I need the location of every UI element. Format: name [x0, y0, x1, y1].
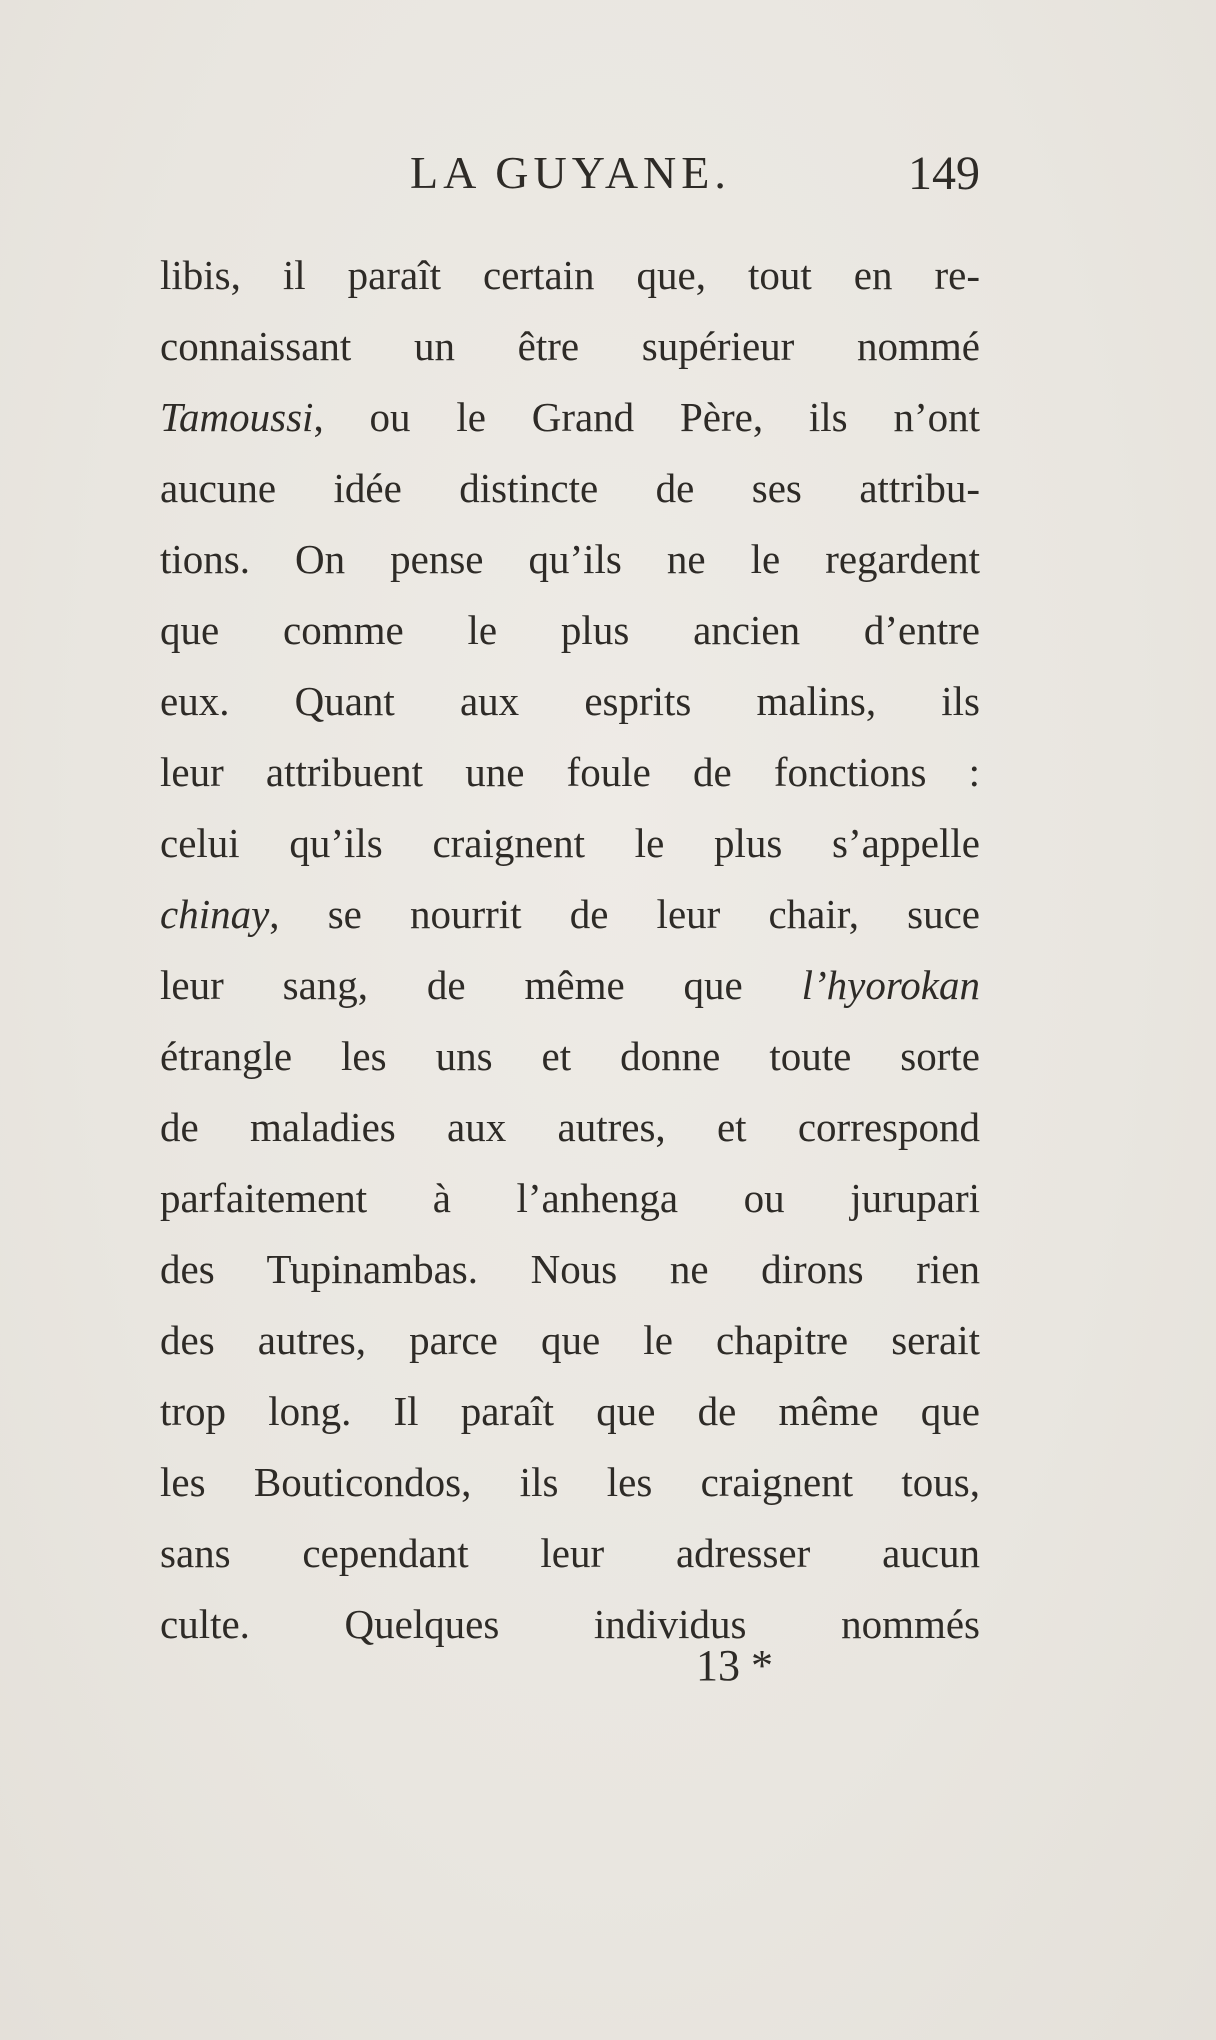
text-line [160, 808, 980, 879]
text-line [160, 737, 980, 808]
text-segment: des autres, parce que le chapitre serait [160, 1317, 980, 1363]
text-segment: , ou le Grand Père, ils n’ont [313, 394, 980, 440]
text-segment: eux. Quant aux esprits malins, ils [160, 678, 980, 724]
italic-term: chinay [160, 891, 270, 937]
text-line [160, 1092, 980, 1163]
text-segment: culte. Quelques individus nommés [160, 1601, 980, 1647]
text-segment: des Tupinambas. Nous ne dirons rien [160, 1246, 980, 1292]
running-head [160, 140, 980, 210]
text-line [160, 1163, 980, 1234]
text-segment: les Bouticondos, ils les craignent tous, [160, 1459, 980, 1505]
text-line [160, 1518, 980, 1589]
text-segment: connaissant un être supérieur nommé [160, 323, 980, 369]
text-line [160, 1305, 980, 1376]
text-line [160, 1589, 980, 1660]
text-segment: sans cependant leur adresser aucun [160, 1530, 980, 1576]
text-line [160, 1234, 980, 1305]
signature-mark: 13 * [696, 1641, 773, 1690]
running-head-title: LA GUYANE. [410, 147, 731, 198]
text-line [160, 595, 980, 666]
text-line [160, 311, 980, 382]
text-segment: étrangle les uns et donne toute sorte [160, 1033, 980, 1079]
text-line [160, 666, 980, 737]
text-line [160, 879, 980, 950]
text-line [160, 950, 980, 1021]
text-line [160, 382, 980, 453]
text-segment: , se nourrit de leur chair, suce [269, 891, 980, 937]
text-segment: leur attribuent une foule de fonctions : [160, 749, 980, 795]
text-segment: que comme le plus ancien d’entre [160, 607, 980, 653]
text-segment: leur sang, de même que [160, 962, 802, 1008]
text-segment: parfaitement à l’anhenga ou jurupari [160, 1175, 980, 1221]
body-text [160, 240, 980, 1660]
text-segment: aucune idée distincte de ses attribu- [160, 465, 980, 511]
text-line [160, 1447, 980, 1518]
text-segment: trop long. Il paraît que de même que [160, 1388, 980, 1434]
text-line [160, 1021, 980, 1092]
page-number: 149 [908, 147, 980, 200]
text-segment: de maladies aux autres, et correspond [160, 1104, 980, 1150]
italic-term: Tamoussi [160, 394, 314, 440]
text-segment: tions. On pense qu’ils ne le regardent [160, 536, 980, 582]
text-segment: libis, il paraît certain que, tout en re- [160, 252, 980, 298]
text-line [160, 453, 980, 524]
text-segment: celui qu’ils craignent le plus s’appelle [160, 820, 980, 866]
text-line [160, 240, 980, 311]
italic-term: l’hyorokan [801, 962, 980, 1008]
text-line [160, 1376, 980, 1447]
text-line [160, 524, 980, 595]
